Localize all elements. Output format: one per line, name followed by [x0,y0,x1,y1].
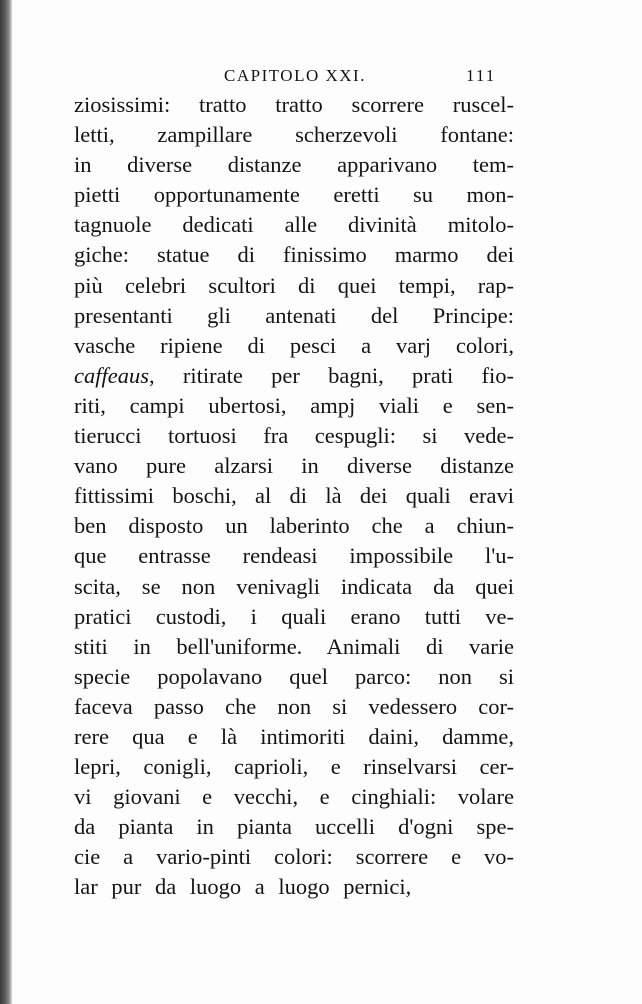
text-line: ben disposto un laberinto che a chiun- [74,513,514,539]
text-line: riti, campi ubertosi, ampj viali e sen- [74,392,514,418]
page-number: 111 [466,66,497,85]
text-line: lepri, conigli, caprioli, e rinselvarsi cer- [74,754,514,780]
text-line: scita, se non venivagli indicata da quei [74,573,514,599]
text-line: rere qua e là intimoriti daini, damme, [74,723,514,749]
text-line: letti, zampillare scherzevoli fontane: [74,122,514,148]
text-line: da pianta in pianta uccelli d'ogni spe- [74,814,514,840]
text-line: ziosissimi: tratto tratto scorrere ruscel- [74,92,514,117]
text-line-last: lar pur da luogo a luogo pernici, [74,874,412,900]
text-line: in diverse distanze apparivano tem- [74,152,514,178]
chapter-title: CAPITOLO XXI. [224,66,366,85]
book-spine-shadow [0,0,12,1004]
text-line: pietti opportunamente eretti su mon- [74,182,514,208]
text-line: vasche ripiene di pesci a varj colori, [74,332,514,358]
text-line: stiti in bell'uniforme. Animali di varie [74,633,514,659]
text-line: tagnuole dedicati alle divinità mitolo- [74,212,514,238]
text-line: pratici custodi, i quali erano tutti ve- [74,603,514,629]
text-line: specie popolavano quel parco: non si [74,663,514,689]
text-line: tierucci tortuosi fra cespugli: si vede- [74,423,514,449]
text-line: que entrasse rendeasi impossibile l'u- [74,543,514,569]
text-line: vi giovani e vecchi, e cinghiali: volare [74,784,514,810]
text-line: fittissimi boschi, al di là dei quali eravi [74,483,514,509]
running-header [12,64,642,88]
text-line: presentanti gli antenati del Principe: [74,302,514,328]
book-page [12,0,642,1004]
text-line: faceva passo che non si vedessero cor- [74,693,514,719]
text-line: cie a vario-pinti colori: scorrere e vo- [74,844,514,870]
text-line: vano pure alzarsi in diverse distanze [74,453,514,479]
text-line: più celebri scultori di quei tempi, rap- [74,272,514,298]
text-line: giche: statue di finissimo marmo dei [74,242,514,268]
text-line-italic-lead: caffeaus, ritirate per bagni, prati fio- [74,362,514,388]
body-text [74,90,514,903]
